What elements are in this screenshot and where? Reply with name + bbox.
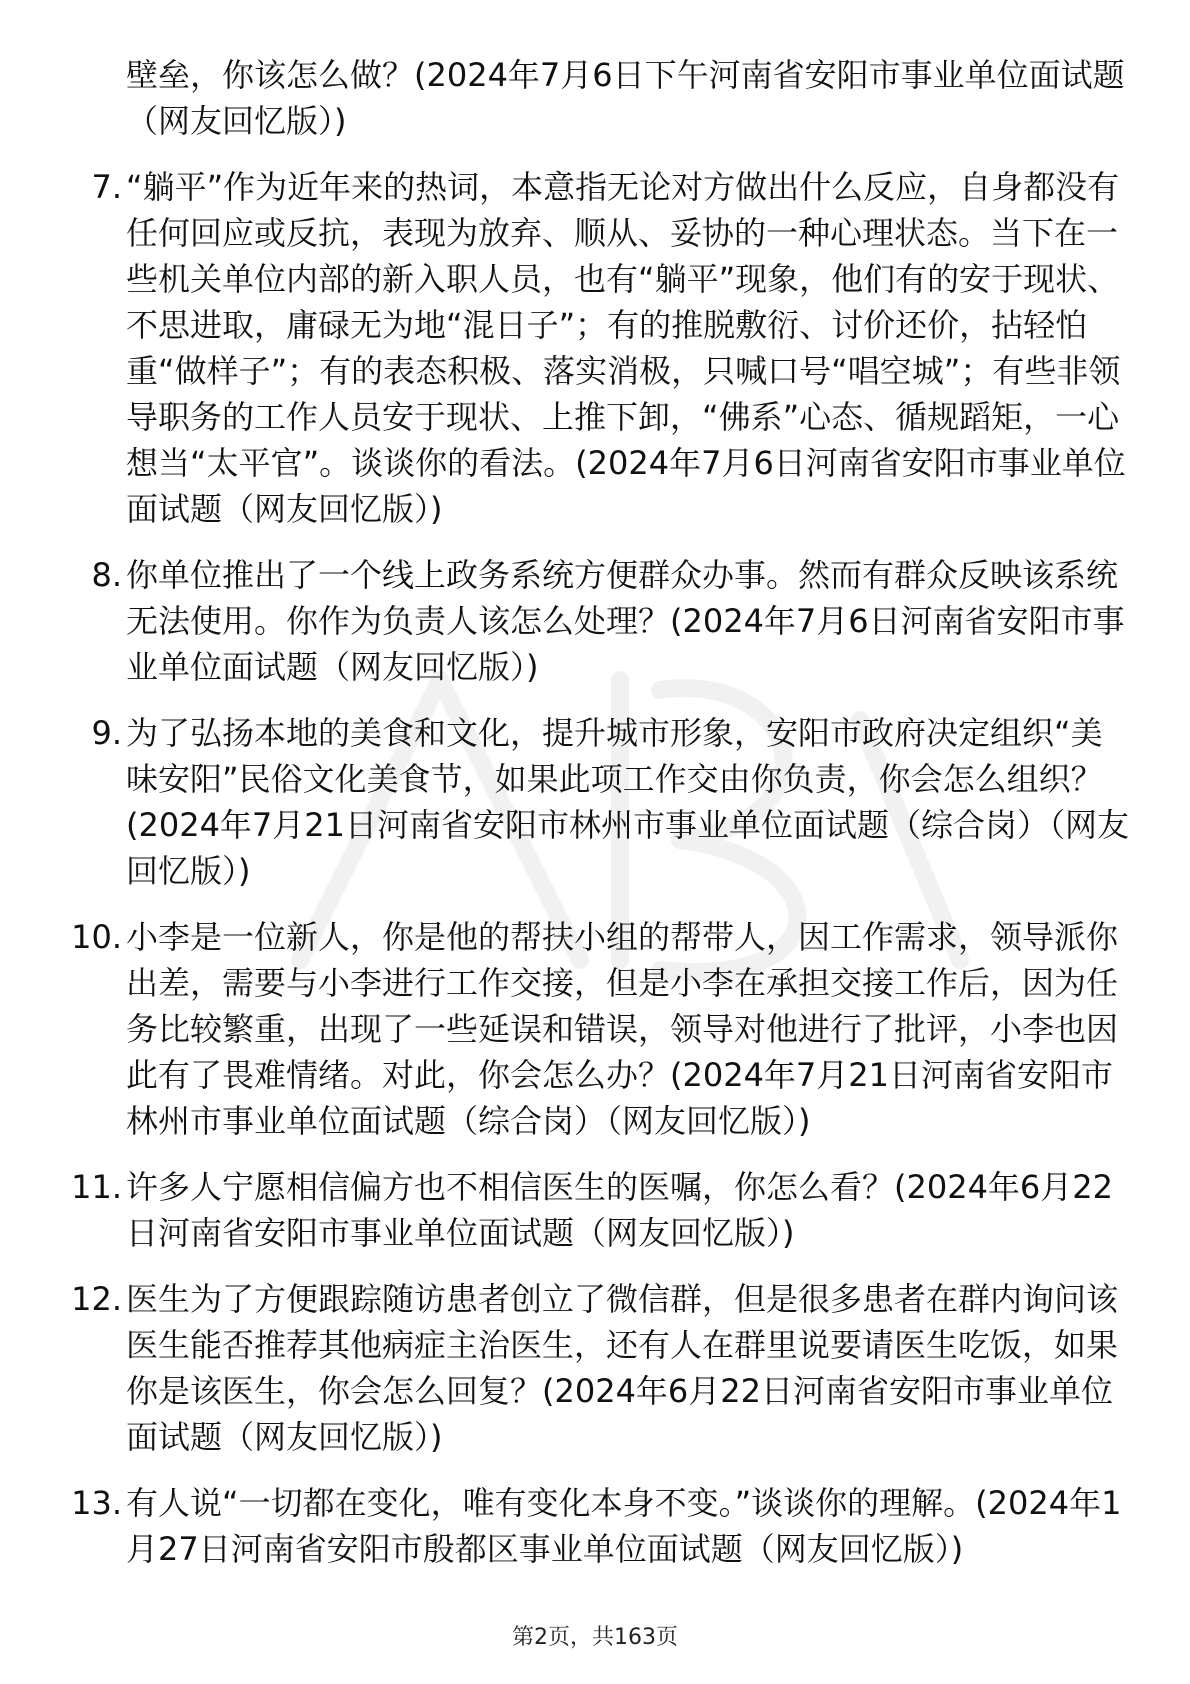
item-text: 医生为了方便跟踪随访患者创立了微信群，但是很多患者在群内询问该医生能否推荐其他病症主治医生，还有人在群里说要请医生吃饭，如果你是该医生，你会怎么回复？(2024年6月22日河南省安阳市事业单位面试题（网友回忆版）) [126,1280,1119,1456]
page-footer: 第2页，共163页 [512,1625,678,1650]
item-text: 小李是一位新人，你是他的帮扶小组的帮带人，因工作需求，领导派你出差，需要与小李进行工作交接，但是小李在承担交接工作后，因为任务比较繁重，出现了一些延误和错误，领导对他进行了批评，小李也因此有了畏难情绪。对此，你会怎么办？(2024年7月21日河南省安阳市林州市事业单位面试题（综合岗）（网友回忆版）) [126,918,1119,1140]
item-number: 9. [91,714,122,752]
item-text: 许多人宁愿相信偏方也不相信医生的医嘱，你怎么看？(2024年6月22日河南省安阳市事业单位面试题（网友回忆版）) [126,1168,1114,1252]
list-item [60,914,1130,1144]
list-item [60,552,1130,690]
item-number: 8. [91,556,122,594]
item-number: 12. [71,1280,122,1318]
item-text: 为了弘扬本地的美食和文化，提升城市形象，安阳市政府决定组织“美味安阳”民俗文化美食节，如果此项工作交由你负责，你会怎么组织？(2024年7月21日河南省安阳市林州市事业单位面试题（综合岗）（网友回忆版）) [126,714,1130,890]
question-list [60,52,1130,1592]
list-item [60,164,1130,532]
continued-question-text: 壁垒，你该怎么做？(2024年7月6日下午河南省安阳市事业单位面试题（网友回忆版）) [126,56,1125,140]
item-number: 13. [71,1484,122,1522]
list-item [60,1164,1130,1256]
list-item [60,710,1130,894]
item-number: 7. [91,168,122,206]
list-item [60,1480,1130,1572]
item-number: 11. [71,1168,122,1206]
item-text: “躺平”作为近年来的热词，本意指无论对方做出什么反应，自身都没有任何回应或反抗，表现为放弃、顺从、妥协的一种心理状态。当下在一些机关单位内部的新入职人员，也有“躺平”现象，他们有的安于现状、不思进取，庸碌无为地“混日子”；有的推脱敷衍、讨价还价，拈轻怕重“做样子”；有的表态积极、落实消极，只喊口号“唱空城”；有些非领导职务的工作人员安于现状、上推下卸，“佛系”心态、循规蹈矩，一心想当“太平官”。谈谈你的看法。(2024年7月6日河南省安阳市事业单位面试题（网友回忆版）) [126,168,1126,528]
item-number: 10. [71,918,122,956]
item-text: 你单位推出了一个线上政务系统方便群众办事。然而有群众反映该系统无法使用。你作为负责人该怎么处理？(2024年7月6日河南省安阳市事业单位面试题（网友回忆版）) [126,556,1125,686]
list-item [60,1276,1130,1460]
item-text: 有人说“一切都在变化，唯有变化本身不变。”谈谈你的理解。(2024年1月27日河南省安阳市殷都区事业单位面试题（网友回忆版）) [126,1484,1122,1568]
